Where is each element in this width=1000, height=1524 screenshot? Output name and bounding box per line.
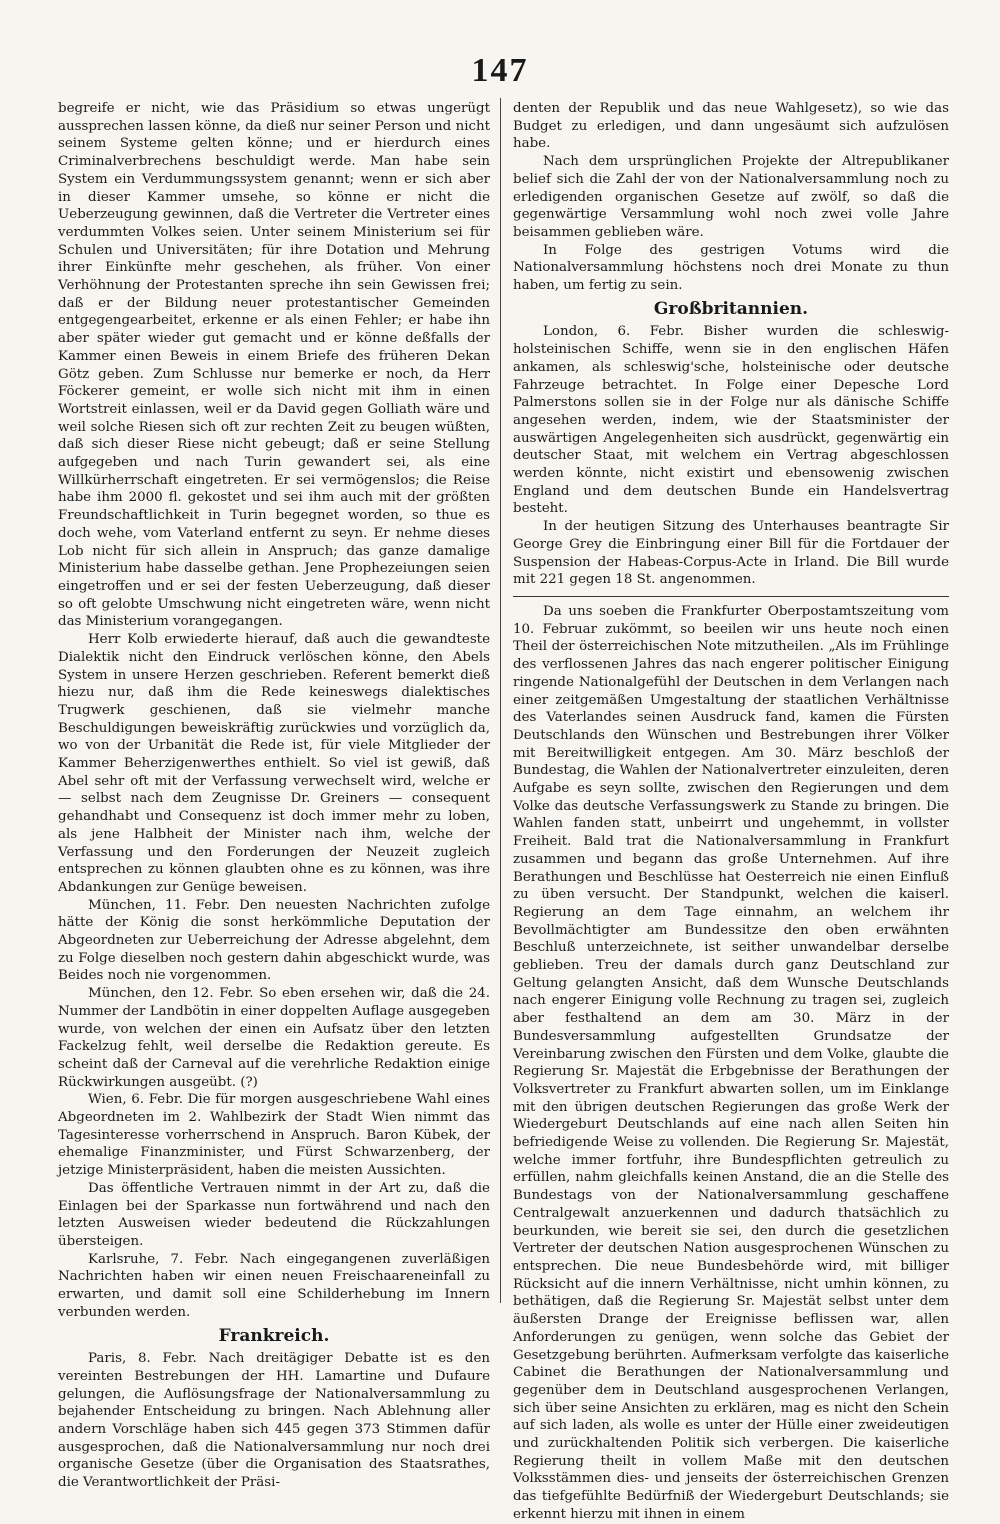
article-paragraph: denten der Republik und das neue Wahlgesetz), so wie das Budget zu erledigen, und dann ungesäumt sich aufzulösen habe. bbox=[513, 101, 949, 152]
page-number: 147 bbox=[471, 52, 529, 89]
right-column bbox=[513, 100, 949, 1522]
news-item-karlsruhe: Karlsruhe, 7. Febr. Nach eingegangenen zuverläßigen Nachrichten haben wir einen neuen Freischaareneinfall zu erwarten, und damit soll eine Schilderhebung im Innern verbunden werden. bbox=[58, 1251, 490, 1320]
news-item-vienna: Wien, 6. Febr. Die für morgen ausgeschriebene Wahl eines Abgeordneten im 2. Wahlbezirk der Stadt Wien nimmt das Tagesinteresse vorherrschend in Anspruch. Baron Kübek, der ehemalige Finanzminister, und Fürst Schwarzenberg, der jetzige Ministerpräsident, haben die meisten Aussichten. bbox=[58, 1092, 490, 1179]
article-paragraph: Herr Kolb erwiederte hierauf, daß auch die gewandteste Dialektik nicht den Eindruck verlöschen könne, den Abels System in unsere Herzen geschrieben. Referent bemerkt dieß hiezu nur, daß ihm die Rede keineswegs dialektisches Trugwerk geschienen, daß sie vielmehr manche Beschuldigungen beweiskräftig zurückwies und vorzüglich da, wo von der Urbanität die Rede ist, für viele Mitglieder der Kammer Beherzigenwerthes enthielt. So viel ist gewiß, daß Abel sehr oft mit der Verfassung verwechselt wird, welche er — selbst nach dem Zeugnisse Dr. Greiners — consequent gehandhabt und Consequenz ist doch immer mehr zu loben, als jene Halbheit der Minister nach ihm, welche der Verfassung und den Forderungen der Neuzeit zugleich entsprechen zu können glaubten ohne es zu können, was ihre Abdankungen zur Genüge beweisen. bbox=[58, 632, 490, 895]
news-item-munich-11: München, 11. Febr. Den neuesten Nachrichten zufolge hätte der König die sonst herkömmliche Deputation der Abgeordneten zur Ueberreichung der Adresse abgelehnt, dem zu Folge dieselben noch gestern dahin abgeschickt wurde, was Beides noch nie vorgenommen. bbox=[58, 897, 490, 984]
column-divider bbox=[500, 98, 501, 1303]
news-item-munich-12: München, den 12. Febr. So eben ersehen wir, daß die 24. Nummer der Landbötin in einer doppelten Auflage ausgegeben wurde, von welchen der einen ein Aufsatz über den letzten Fackelzug fehlt, weil derselbe die Redaktion gereute. Es scheint daß der Carneval auf die verehrliche Redaktion einige Rückwirkungen ausgeübt. (?) bbox=[58, 986, 490, 1090]
news-item-london: London, 6. Febr. Bisher wurden die schleswig-holsteinischen Schiffe, wenn sie in den englischen Häfen ankamen, als schleswig'sche, holsteinische oder deutsche Fahrzeuge betrachtet. In Folge einer Depesche Lord Palmerstons sollen sie in der Folge nur als dänische Schiffe angesehen werden, indem, wie der Staatsminister der auswärtigen Angelegenheiten sich ausdrückt, gegenwärtig ein deutscher Staat, mit welchem ein Vertrag abgeschlossen werden könnte, nicht existirt und ebensowenig zwischen England und dem deutschen Bunde ein Handelsvertrag besteht. bbox=[513, 324, 949, 517]
article-paragraph: Nach dem ursprünglichen Projekte der Altrepublikaner belief sich die Zahl der von der Nationalversammlung noch zu erledigenden organischen Gesetze auf zwölf, so daß die gegenwärtige Versammlung wohl noch zwei volle Jahre beisammen geblieben wäre. bbox=[513, 154, 949, 240]
article-paragraph: begreife er nicht, wie das Präsidium so etwas ungerügt aussprechen lassen könne, da dieß nur seiner Person und nicht seinem Systeme gelten könne; und er hierdurch eines Criminalverbrechens beschuldigt werde. Man habe sein System ein Verdummungssystem genannt; wenn er sich aber in dieser Kammer umsehe, so könne er nicht die Ueberzeugung gewinnen, daß die Vertreter die Vertreter eines verdummten Volkes seien. Unter seinem Ministerium sei für Schulen und Universitäten; für ihre Dotation und Mehrung ihrer Einkünfte mehr geschehen, als früher. Von einer Verhöhnung der Protestanten spreche ihn sein Gewissen frei; daß er der Bildung neuer protestantischer Gemeinden entgegengearbeitet, erkenne er als einen Fehler; er habe ihn aber später wieder gut gemacht und er könne deßfalls der Kammer einen Beweis in einem Briefe des früheren Dekan Götz geben. Zum Schlusse nur bemerke er noch, da Herr Föckerer gemeint, er wolle sich nicht mit ihm in einen Wortstreit einlassen, weil er da David gegen Golliath wäre und weil solche Riesen sich oft zur rechten Zeit zu beugen wüßten, daß sich dieser Riese nicht gebeugt; daß er seine Stellung aufgegeben und nach Turin gewandert sei, als eine Willkürherrschaft eingetreten. Er sei vermögenslos; die Reise habe ihm 2000 fl. gekostet und sei ihm auch mit der größten Freundschaftlichkeit in Turin begegnet worden, so thue es doch wehe, vom Vaterland entfernt zu seyn. Er nehme dieses Lob nicht für sich allein in Anspruch; das ganze damalige Ministerium habe dasselbe gethan. Jene Prophezeiungen seien eingetroffen und er sei der festen Ueberzeugung, daß dieser so oft gelobte Umschwung nicht eingetreten wäre, wenn nicht das Ministerium vorangegangen. bbox=[58, 101, 490, 630]
left-column bbox=[58, 100, 490, 1491]
article-paragraph: Das öffentliche Vertrauen nimmt in der Art zu, daß die Einlagen bei der Sparkasse nun fortwährend und nach den letzten Ausweisen wieder bedeutend die Rückzahlungen übersteigen. bbox=[58, 1180, 490, 1249]
section-divider bbox=[513, 596, 949, 597]
news-item-austrian-note: Da uns soeben die Frankfurter Oberpostamtszeitung vom 10. Februar zukömmt, so beeilen wir uns heute noch einen Theil der österreichischen Note mitzutheilen. „Als im Frühlinge des verflossenen Jahres das nach engerer politischer Einigung ringende Nationalgefühl der Deutschen in dem Verlangen nach einer zeitgemäßen Umgestaltung der staatlichen Verhältnisse des Vaterlandes seinen Ausdruck fand, kamen die Fürsten Deutschlands den Wünschen und Bestrebungen ihrer Völker mit Bereitwilligkeit entgegen. Am 30. März beschloß der Bundestag, die Wahlen der Nationalvertreter einzuleiten, deren Aufgabe es seyn sollte, zwischen den Regierungen und dem Volke das deutsche Verfassungswerk zu Stande zu bringen. Die Wahlen fanden statt, unbeirrt und ungehemmt, in vollster Freiheit. Bald trat die Nationalversammlung in Frankfurt zusammen und begann das große Unternehmen. Auf ihre Berathungen und Beschlüsse hat Oesterreich nie einen Einfluß zu üben versucht. Der Standpunkt, welchen die kaiserl. Regierung an dem Tage einnahm, an welchem ihr Bevollmächtigter am Bundessitze den oben erwähnten Beschluß unterzeichnete, ist seither unwandelbar derselbe geblieben. Treu der damals durch ganz Deutschland zur Geltung gelangten Ansicht, daß dem Wunsche Deutschlands nach engerer Einigung volle Rechnung zu tragen sei, zugleich aber festhaltend an dem am 30. März in der Bundesversammlung aufgestellten Grundsatze der Vereinbarung zwischen den Fürsten und dem Volke, glaubte die Regierung Sr. Majestät die Erbgebnisse der Berathungen der Volksvertreter zu Frankfurt abwarten sollen, um im Einklange mit den übrigen deutschen Regierungen das große Werk der Wiedergeburt Deutschlands auf eine nach allen Seiten hin befriedigende Weise zu vollenden. Die Regierung Sr. Majestät, welche immer fortfuhr, ihre Bundespflichten getreulich zu erfüllen, nahm gleichfalls keinen Anstand, die an die Stelle des Bundestags von der Nationalversammlung geschaffene Centralgewalt anzuerkennen und dadurch thatsächlich zu beurkunden, wie bereit sie sei, den durch die gesetzlichen Vertreter der deutschen Nation ausgesprochenen Wünschen zu entsprechen. Die neue Bundesbehörde wird, mit billiger Rücksicht auf die innern Verhältnisse, nicht umhin können, zu bethätigen, daß die Regierung Sr. Majestät selbst unter dem äußersten Drange der Ereignisse beflissen war, allen Anforderungen zu genügen, wenn solche das Gebiet der Gesetzgebung berührten. Aufmerksam verfolgte das kaiserliche Cabinet die Berathungen der Nationalversammlung und gegenüber dem in Deutschland ausgesprochenen Verlangen, sich über seine Ansichten zu erklären, mag es nicht den Schein auf sich laden, als wolle es unter der Hülle einer zweideutigen und zurückhaltenden Politik sich verbergen. Die kaiserliche Regierung theilt in vollem Maße mit den deutschen Volksstämmen dies- und jenseits der österreichischen Grenzen das tiefgefühlte Bedürfniß der Wiedergeburt Deutschlands; sie erkennt hierzu mit ihnen in einem bbox=[513, 603, 949, 1522]
section-heading-france: Frankreich. bbox=[218, 1325, 330, 1346]
news-item-paris: Paris, 8. Febr. Nach dreitägiger Debatte ist es den vereinten Bestrebungen der HH. Lamartine und Dufaure gelungen, die Auflösungsfrage der Nationalversammlung zu bejahender Entscheidung zu bringen. Nach Ablehnung aller andern Vorschläge haben sich 445 gegen 373 Stimmen dafür ausgesprochen, daß die Nationalversammlung nur noch drei organische Gesetze (über die Organisation des Staatsrathes, die Verantwortlichkeit der Präsi- bbox=[58, 1351, 490, 1491]
article-paragraph: In Folge des gestrigen Votums wird die Nationalversammlung höchstens noch drei Monate zu thun haben, um fertig zu sein. bbox=[513, 242, 949, 294]
article-paragraph: In der heutigen Sitzung des Unterhauses beantragte Sir George Grey die Einbringung einer Bill für die Fortdauer der Suspension der Habeas-Corpus-Acte in Irland. Die Bill wurde mit 221 gegen 18 St. angenommen. bbox=[513, 519, 949, 588]
section-heading-britain: Großbritannien. bbox=[653, 298, 809, 319]
